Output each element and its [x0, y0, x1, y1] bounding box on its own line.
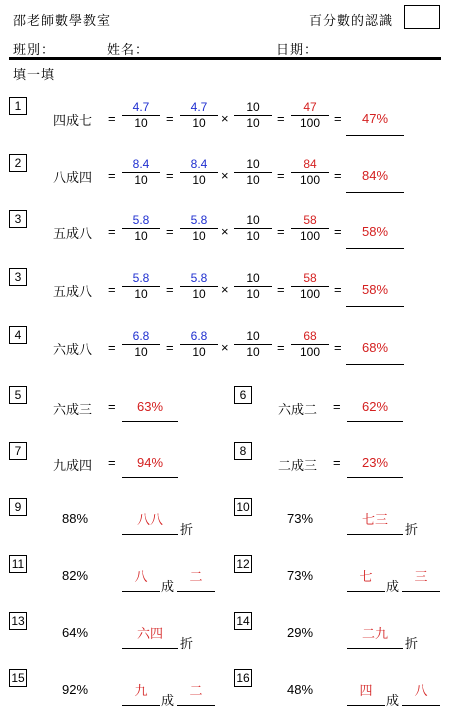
- denominator: 10: [246, 229, 260, 243]
- answer: 八八: [136, 512, 163, 527]
- answer-line: [402, 705, 440, 706]
- numerator: 68: [291, 329, 329, 345]
- numerator: 5.8: [180, 213, 218, 229]
- percent-value: 73%: [287, 568, 314, 583]
- answer: 23%: [361, 455, 389, 470]
- fraction: [234, 157, 272, 188]
- answer-line: [347, 421, 403, 422]
- equals-sign: =: [334, 111, 342, 126]
- numerator: 8.4: [122, 157, 160, 173]
- equals-sign: =: [166, 340, 174, 355]
- answer-line: [122, 477, 178, 478]
- equals-sign: =: [108, 224, 116, 239]
- answer-line: [346, 135, 404, 136]
- fraction: [180, 213, 218, 244]
- numerator: 8.4: [180, 157, 218, 173]
- cheng-label: 成: [386, 579, 400, 594]
- fraction: [291, 157, 329, 188]
- answer-line: [177, 591, 215, 592]
- equals-sign: =: [277, 168, 285, 183]
- percent-value: 82%: [62, 568, 89, 583]
- equals-sign: =: [333, 455, 341, 470]
- fraction: [291, 271, 329, 302]
- percent-value: 92%: [62, 682, 89, 697]
- numerator: 5.8: [180, 271, 218, 287]
- question-number: 8: [234, 442, 252, 460]
- fraction: [291, 100, 329, 131]
- answer-line: [177, 705, 215, 706]
- fraction: [122, 100, 160, 131]
- cheng-label: 成: [161, 693, 175, 708]
- question-number: 13: [9, 612, 27, 630]
- cheng-label: 成: [386, 693, 400, 708]
- numerator: 10: [234, 213, 272, 229]
- numerator: 47: [291, 100, 329, 116]
- fraction: [180, 271, 218, 302]
- times-sign: ×: [221, 224, 229, 239]
- answer-line: [347, 648, 403, 649]
- numerator: 4.7: [122, 100, 160, 116]
- equals-sign: =: [333, 399, 341, 414]
- zhe-label: 折: [180, 636, 194, 651]
- equals-sign: =: [108, 340, 116, 355]
- answer: 62%: [361, 399, 389, 414]
- question-number: 9: [9, 498, 27, 516]
- answer: 六四: [136, 626, 163, 641]
- answer-line: [347, 534, 403, 535]
- equals-sign: =: [166, 282, 174, 297]
- fraction: [180, 157, 218, 188]
- answer: 68%: [361, 340, 389, 355]
- answer-line: [122, 705, 160, 706]
- equals-sign: =: [334, 224, 342, 239]
- denominator: 100: [299, 229, 321, 243]
- denominator: 100: [299, 345, 321, 359]
- question-number: 12: [234, 555, 252, 573]
- answer-line: [347, 477, 403, 478]
- answer-line: [402, 591, 440, 592]
- question-number: 3: [9, 210, 27, 228]
- percent-value: 88%: [62, 511, 89, 526]
- percent-value: 64%: [62, 625, 89, 640]
- answer-line: [346, 192, 404, 193]
- answer-line: [122, 591, 160, 592]
- equals-sign: =: [166, 168, 174, 183]
- equals-sign: =: [277, 111, 285, 126]
- question-word: 六成三: [53, 402, 93, 417]
- question-number: 2: [9, 154, 27, 172]
- numerator: 10: [234, 329, 272, 345]
- equals-sign: =: [108, 168, 116, 183]
- answer-line: [346, 364, 404, 365]
- denominator: 10: [192, 116, 206, 130]
- question-word: 四成七: [53, 113, 93, 128]
- fraction: [122, 271, 160, 302]
- answer: 63%: [136, 399, 164, 414]
- percent-value: 48%: [287, 682, 314, 697]
- denominator: 10: [246, 287, 260, 301]
- numerator: 6.8: [180, 329, 218, 345]
- denominator: 100: [299, 173, 321, 187]
- numerator: 4.7: [180, 100, 218, 116]
- date-label: 日期：: [276, 42, 319, 57]
- name-label: 姓名：: [107, 42, 150, 57]
- fraction: [122, 329, 160, 360]
- answer-remainder: 二: [189, 683, 203, 698]
- zhe-label: 折: [405, 636, 419, 651]
- fraction: [234, 271, 272, 302]
- answer-remainder: 二: [189, 569, 203, 584]
- question-word: 二成三: [278, 458, 318, 473]
- denominator: 10: [246, 173, 260, 187]
- answer-line: [122, 648, 178, 649]
- equals-sign: =: [277, 224, 285, 239]
- question-number: 1: [9, 97, 27, 115]
- question-number: 6: [234, 386, 252, 404]
- denominator: 10: [134, 345, 148, 359]
- answer-line: [347, 591, 385, 592]
- equals-sign: =: [334, 282, 342, 297]
- equals-sign: =: [277, 282, 285, 297]
- numerator: 5.8: [122, 213, 160, 229]
- denominator: 10: [192, 287, 206, 301]
- question-number: 14: [234, 612, 252, 630]
- denominator: 10: [192, 229, 206, 243]
- score-box: [404, 5, 440, 29]
- fraction: [180, 329, 218, 360]
- equals-sign: =: [166, 224, 174, 239]
- answer-line: [346, 306, 404, 307]
- answer: 84%: [361, 168, 389, 183]
- question-word: 五成八: [53, 226, 93, 241]
- answer-line: [346, 248, 404, 249]
- question-word: 六成二: [278, 402, 318, 417]
- question-word: 八成四: [53, 170, 93, 185]
- times-sign: ×: [221, 168, 229, 183]
- numerator: 10: [234, 157, 272, 173]
- fraction: [234, 329, 272, 360]
- answer: 58%: [361, 224, 389, 239]
- numerator: 5.8: [122, 271, 160, 287]
- equals-sign: =: [108, 111, 116, 126]
- denominator: 10: [134, 116, 148, 130]
- equals-sign: =: [334, 168, 342, 183]
- answer: 94%: [136, 455, 164, 470]
- fraction: [122, 157, 160, 188]
- question-word: 五成八: [53, 284, 93, 299]
- question-word: 六成八: [53, 342, 93, 357]
- denominator: 10: [134, 173, 148, 187]
- answer-cheng: 四: [359, 683, 373, 698]
- answer-remainder: 八: [414, 683, 428, 698]
- question-word: 九成四: [53, 458, 93, 473]
- fraction: [291, 329, 329, 360]
- answer: 58%: [361, 282, 389, 297]
- question-number: 4: [9, 326, 27, 344]
- numerator: 10: [234, 271, 272, 287]
- numerator: 6.8: [122, 329, 160, 345]
- question-number: 11: [9, 555, 27, 573]
- fraction: [180, 100, 218, 131]
- numerator: 84: [291, 157, 329, 173]
- question-number: 10: [234, 498, 252, 516]
- cheng-label: 成: [161, 579, 175, 594]
- percent-value: 29%: [287, 625, 314, 640]
- denominator: 100: [299, 116, 321, 130]
- question-number: 15: [9, 669, 27, 687]
- denominator: 10: [192, 345, 206, 359]
- section-title: 填一填: [13, 67, 56, 82]
- denominator: 10: [246, 345, 260, 359]
- answer-line: [347, 705, 385, 706]
- equals-sign: =: [108, 455, 116, 470]
- denominator: 10: [246, 116, 260, 130]
- denominator: 100: [299, 287, 321, 301]
- numerator: 58: [291, 271, 329, 287]
- answer-cheng: 九: [134, 683, 148, 698]
- fraction: [122, 213, 160, 244]
- answer-line: [122, 534, 178, 535]
- fraction: [291, 213, 329, 244]
- denominator: 10: [134, 287, 148, 301]
- denominator: 10: [192, 173, 206, 187]
- answer: 七三: [361, 512, 388, 527]
- answer-line: [122, 421, 178, 422]
- answer-cheng: 七: [359, 569, 373, 584]
- question-number: 5: [9, 386, 27, 404]
- zhe-label: 折: [180, 522, 194, 537]
- denominator: 10: [134, 229, 148, 243]
- times-sign: ×: [221, 111, 229, 126]
- equals-sign: =: [334, 340, 342, 355]
- times-sign: ×: [221, 340, 229, 355]
- times-sign: ×: [221, 282, 229, 297]
- fraction: [234, 213, 272, 244]
- numerator: 58: [291, 213, 329, 229]
- fraction: [234, 100, 272, 131]
- answer: 二九: [361, 626, 388, 641]
- header-divider: [9, 57, 441, 60]
- equals-sign: =: [108, 399, 116, 414]
- question-number: 3: [9, 268, 27, 286]
- answer-remainder: 三: [414, 569, 428, 584]
- numerator: 10: [234, 100, 272, 116]
- equals-sign: =: [277, 340, 285, 355]
- percent-value: 73%: [287, 511, 314, 526]
- equals-sign: =: [108, 282, 116, 297]
- worksheet-title: 邵老師數學教室: [13, 13, 112, 28]
- question-number: 7: [9, 442, 27, 460]
- answer: 47%: [361, 111, 389, 126]
- answer-cheng: 八: [134, 569, 148, 584]
- equals-sign: =: [166, 111, 174, 126]
- zhe-label: 折: [405, 522, 419, 537]
- topic-title: 百分數的認識: [309, 13, 394, 28]
- class-label: 班別：: [13, 42, 56, 57]
- question-number: 16: [234, 669, 252, 687]
